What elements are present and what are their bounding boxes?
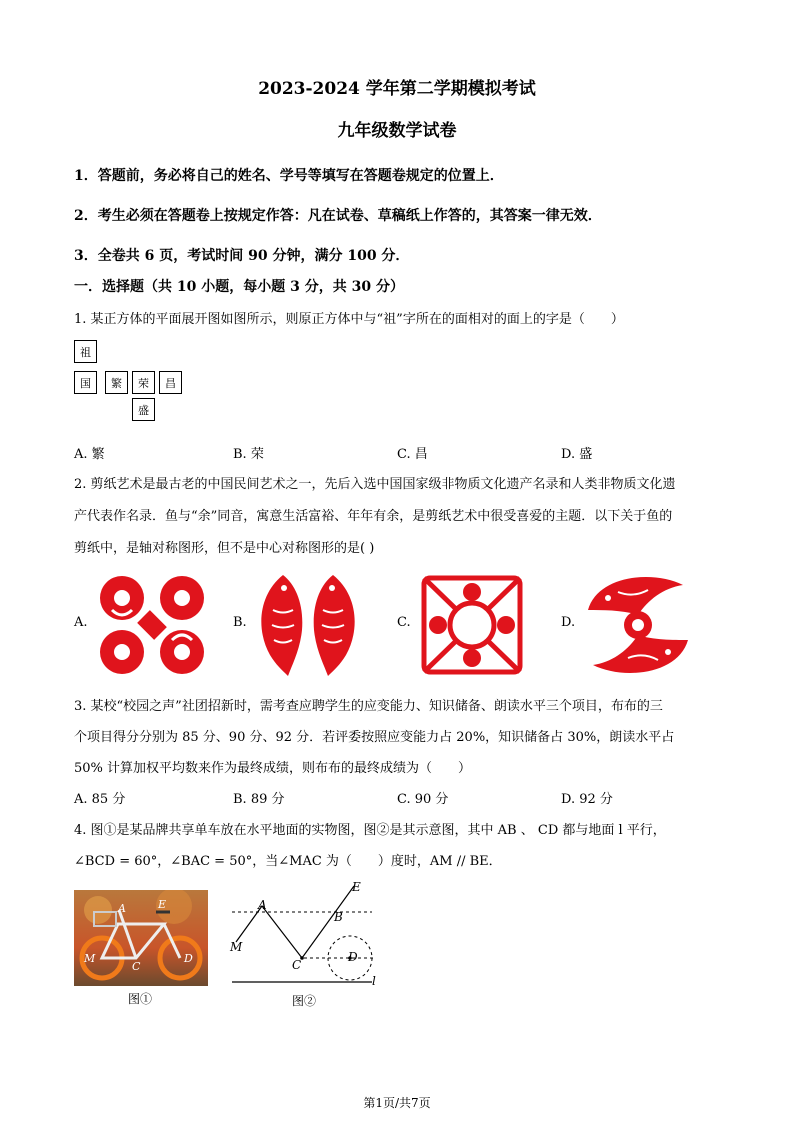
- note-1: 1．答题前，务必将自己的姓名、学号等填写在答题卷规定的位置上．: [74, 168, 504, 184]
- bicycle-diagram: [226, 880, 386, 990]
- q3-option-b: B. 89 分: [233, 792, 285, 807]
- photo-label-m: M: [84, 952, 96, 965]
- exam-subtitle: 九年级数学试卷: [337, 121, 457, 141]
- papercut-a-image: [92, 570, 212, 680]
- q1-stem: 1. 某正方体的平面展开图如图所示，则原正方体中与“祖”字所在的面相对的面上的字是（ ）: [74, 312, 624, 327]
- q2-line-1: 2. 剪纸艺术是最古老的中国民间艺术之一，先后入选中国国家级非物质文化遗产名录和人类非物质文化遗: [74, 477, 676, 492]
- q3-option-d: D. 92 分: [561, 792, 613, 807]
- papercut-b-image: [248, 570, 368, 680]
- exam-title: 2023-2024 学年第二学期模拟考试: [258, 79, 536, 99]
- net-cell-sheng: 盛: [132, 398, 155, 421]
- diagram-label-c: C: [292, 958, 302, 972]
- photo-label-e: E: [158, 898, 167, 911]
- q2-option-b: B.: [233, 615, 247, 630]
- diagram-label-e: E: [352, 880, 361, 894]
- diagram-label-d: D: [348, 950, 358, 964]
- q2-option-a: A.: [74, 615, 88, 630]
- photo-label-c: C: [132, 960, 141, 973]
- diagram-label-l: l: [372, 974, 376, 988]
- net-cell-rong: 荣: [132, 371, 155, 394]
- bicycle-photo: [74, 890, 208, 986]
- figure-1-caption: 图①: [128, 992, 153, 1006]
- q2-option-d: D.: [561, 615, 576, 630]
- photo-label-d: D: [184, 952, 193, 965]
- note-2: 2．考生必须在答题卷上按规定作答：凡在试卷、草稿纸上作答的，其答案一律无效．: [74, 208, 602, 224]
- section-heading: 一．选择题（共 10 小题，每小题 3 分，共 30 分）: [74, 279, 404, 295]
- diagram-label-b: B: [334, 910, 343, 924]
- q3-option-a: A. 85 分: [74, 792, 126, 807]
- q3-option-c: C. 90 分: [397, 792, 449, 807]
- q3-line-2: 个项目得分分别为 85 分、90 分、92 分．若评委按照应变能力占 20%，知识储备占 30%，朗读水平占: [74, 730, 675, 745]
- q4-line-1: 4. 图①是某品牌共享单车放在水平地面的实物图，图②是其示意图，其中 AB 、 CD 都与地面 l 平行，: [74, 823, 666, 838]
- papercut-c-image: [412, 570, 532, 680]
- q3-line-1: 3. 某校“校园之声”社团招新时，需考查应聘学生的应变能力、知识储备、朗读水平三个项目，布布的三: [74, 699, 663, 714]
- photo-label-a: A: [118, 902, 126, 915]
- diagram-label-m: M: [230, 940, 243, 954]
- cube-net: [74, 340, 194, 430]
- note-3: 3．全卷共 6 页，考试时间 90 分钟，满分 100 分．: [74, 248, 410, 264]
- diagram-label-a: A: [258, 898, 267, 912]
- q3-line-3: 50% 计算加权平均数来作为最终成绩，则布布的最终成绩为（ ）: [74, 761, 472, 776]
- q2-line-3: 剪纸中，是轴对称图形，但不是中心对称图形的是( ): [74, 541, 375, 556]
- net-cell-chang: 昌: [159, 371, 182, 394]
- q4-line-2: ∠BCD = 60°，∠BAC = 50°，当∠MAC 为（ ）度时，AM // BE．: [74, 854, 502, 869]
- papercut-d-image: [578, 570, 698, 680]
- q2-line-2: 产代表作名录．鱼与“余”同音，寓意生活富裕、年年有余，是剪纸艺术中很受喜爱的主题．以下关于鱼的: [74, 509, 673, 524]
- q1-option-c: C. 昌: [397, 447, 428, 462]
- figure-2-caption: 图②: [292, 994, 317, 1008]
- q1-option-a: A. 繁: [74, 447, 105, 462]
- net-cell-zu: 祖: [74, 340, 97, 363]
- net-cell-fan: 繁: [105, 371, 128, 394]
- page-footer: 第1页/共7页: [363, 1096, 431, 1110]
- q1-option-b: B. 荣: [233, 447, 264, 462]
- q2-option-c: C.: [397, 615, 411, 630]
- net-cell-guo: 国: [74, 371, 97, 394]
- q1-option-d: D. 盛: [561, 447, 593, 462]
